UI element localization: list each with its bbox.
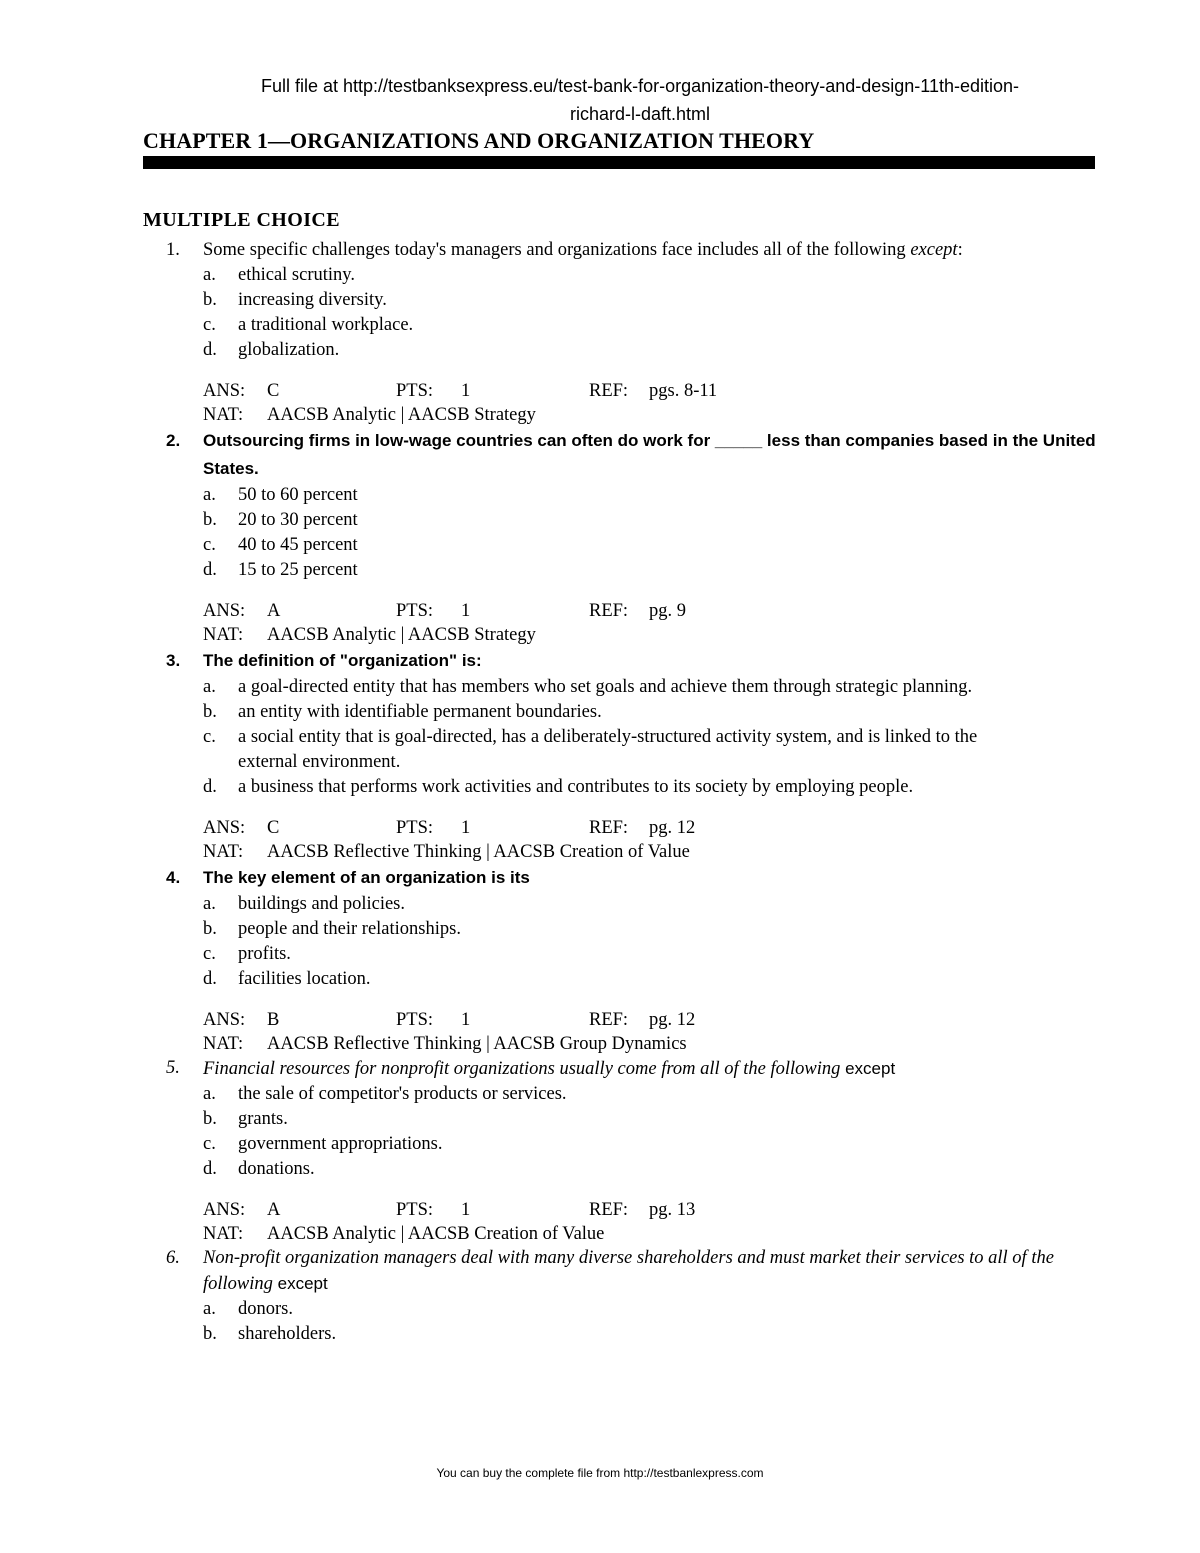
question-number: 3. bbox=[166, 651, 181, 670]
question-text: Some specific challenges today's managers and organizations face includes all of the following except: bbox=[203, 240, 963, 260]
option-a: a. buildings and policies. bbox=[203, 894, 405, 914]
reference-value: pg. 9 bbox=[649, 601, 686, 621]
option-d: d. donations. bbox=[203, 1159, 315, 1179]
question-number: 4. bbox=[166, 868, 181, 887]
question-4 bbox=[0, 864, 1103, 892]
points-value: 1 bbox=[461, 1200, 471, 1220]
option-b: b. an entity with identifiable permanent boundaries. bbox=[203, 702, 602, 722]
points-value: 1 bbox=[461, 1010, 471, 1030]
answer-meta: ANS: C PTS: 1 REF: pg. 12 NAT: AACSB Reflective Thinking | AACSB Creation of Value bbox=[203, 818, 696, 862]
option-list bbox=[0, 675, 1200, 800]
option-a: a. ethical scrutiny. bbox=[203, 265, 355, 285]
title-rule bbox=[143, 156, 1095, 169]
answer-value: A bbox=[267, 1200, 281, 1220]
option-c: c. government appropriations. bbox=[203, 1134, 443, 1154]
question-emphasis: except bbox=[910, 240, 958, 260]
nat-value: AACSB Reflective Thinking | AACSB Creation of Value bbox=[267, 842, 690, 862]
question-text: The definition of "organization" is: bbox=[203, 651, 482, 670]
question-1 bbox=[0, 238, 1103, 263]
option-a: a. a goal-directed entity that has members who set goals and achieve them through strategic planning. bbox=[203, 677, 973, 697]
option-d: d. 15 to 25 percent bbox=[203, 560, 358, 580]
nat-value: AACSB Reflective Thinking | AACSB Group Dynamics bbox=[267, 1034, 687, 1054]
option-list bbox=[0, 263, 1200, 363]
option-c: c. profits. bbox=[203, 944, 291, 964]
answer-meta: ANS: A PTS: 1 REF: pg. 13 NAT: AACSB Analytic | AACSB Creation of Value bbox=[203, 1200, 696, 1244]
points-value: 1 bbox=[461, 601, 471, 621]
option-b: b. 20 to 30 percent bbox=[203, 510, 358, 530]
source-link-line-2: richard-l-daft.html bbox=[569, 104, 711, 124]
question-number: 6. bbox=[166, 1248, 180, 1268]
question-3 bbox=[0, 647, 1103, 675]
option-list bbox=[0, 892, 1200, 992]
section-title: MULTIPLE CHOICE bbox=[143, 209, 340, 231]
nat-value: AACSB Analytic | AACSB Strategy bbox=[267, 625, 536, 645]
question-text: Financial resources for nonprofit organizations usually come from all of the following except bbox=[203, 1059, 896, 1079]
footer-link[interactable]: You can buy the complete file from http://testbanlexpress.com bbox=[436, 1466, 764, 1480]
answer-meta: ANS: B PTS: 1 REF: pg. 12 NAT: AACSB Reflective Thinking | AACSB Group Dynamics bbox=[203, 1010, 696, 1054]
source-link-header[interactable] bbox=[180, 72, 1100, 128]
question-text: Non-profit organization managers deal with many diverse shareholders and must market their services to all of the following except bbox=[203, 1248, 1054, 1294]
option-a: a. the sale of competitor's products or services. bbox=[203, 1084, 567, 1104]
option-c: c. a social entity that is goal-directed, has a deliberately-structured activity system, and is linked to the external environment. bbox=[203, 727, 978, 772]
reference-value: pg. 12 bbox=[649, 818, 696, 838]
question-number: 2. bbox=[166, 431, 181, 450]
option-list bbox=[0, 483, 1200, 583]
option-a: a. 50 to 60 percent bbox=[203, 485, 358, 505]
answer-meta: ANS: A PTS: 1 REF: pg. 9 NAT: AACSB Analytic | AACSB Strategy bbox=[203, 601, 686, 645]
option-b: b. grants. bbox=[203, 1109, 288, 1129]
question-text: The key element of an organization is its bbox=[203, 868, 530, 887]
reference-value: pg. 13 bbox=[649, 1200, 696, 1220]
option-c: c. 40 to 45 percent bbox=[203, 535, 358, 555]
question-text: Outsourcing firms in low-wage countries can often do work for _____ less than companies based in the United States. bbox=[203, 431, 1096, 478]
option-b: b. increasing diversity. bbox=[203, 290, 387, 310]
option-c: c. a traditional workplace. bbox=[203, 315, 414, 335]
nat-value: AACSB Analytic | AACSB Creation of Value bbox=[267, 1224, 605, 1244]
option-list bbox=[0, 1082, 1200, 1182]
points-value: 1 bbox=[461, 381, 471, 401]
source-link-line-1: Full file at http://testbanksexpress.eu/test-bank-for-organization-theory-and-design-11th-edition- bbox=[260, 76, 1020, 96]
answer-value: C bbox=[267, 818, 280, 838]
answer-value: C bbox=[267, 381, 280, 401]
points-value: 1 bbox=[461, 818, 471, 838]
question-6 bbox=[0, 1246, 1103, 1297]
question-number: 1. bbox=[166, 240, 180, 260]
answer-value: A bbox=[267, 601, 281, 621]
chapter-title: CHAPTER 1—ORGANIZATIONS AND ORGANIZATION THEORY bbox=[143, 128, 815, 153]
question-2 bbox=[0, 427, 1103, 483]
question-number: 5. bbox=[166, 1058, 180, 1078]
option-a: a. donors. bbox=[203, 1299, 293, 1319]
question-list bbox=[0, 238, 1200, 1347]
option-d: d. facilities location. bbox=[203, 969, 371, 989]
option-d: d. globalization. bbox=[203, 340, 340, 360]
option-d: d. a business that performs work activities and contributes to its society by employing people. bbox=[203, 777, 914, 797]
reference-value: pgs. 8-11 bbox=[649, 381, 718, 401]
option-list bbox=[0, 1297, 1200, 1347]
answer-value: B bbox=[267, 1010, 280, 1030]
answer-meta: ANS: C PTS: 1 REF: pgs. 8-11 NAT: AACSB Analytic | AACSB Strategy bbox=[203, 381, 718, 425]
reference-value: pg. 12 bbox=[649, 1010, 696, 1030]
question-5 bbox=[0, 1056, 1103, 1082]
option-b: b. people and their relationships. bbox=[203, 919, 461, 939]
nat-value: AACSB Analytic | AACSB Strategy bbox=[267, 405, 536, 425]
option-b: b. shareholders. bbox=[203, 1324, 337, 1344]
